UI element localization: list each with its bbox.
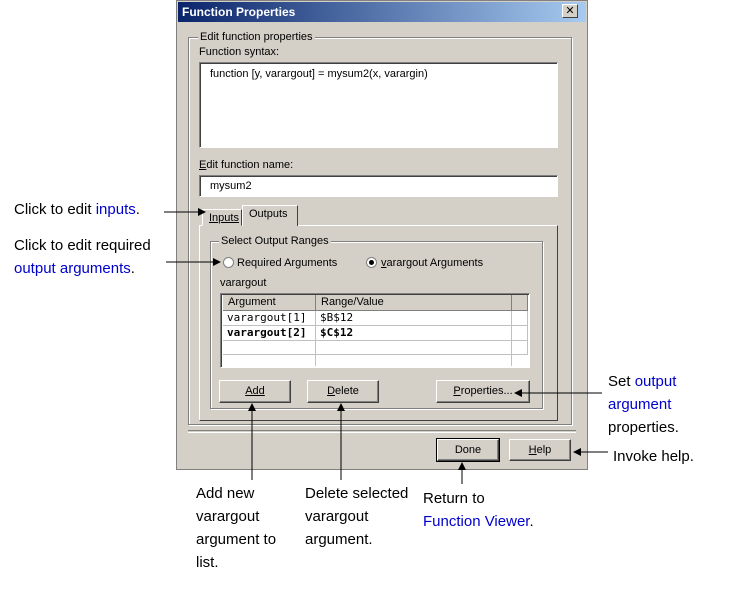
close-icon: ✕ xyxy=(565,4,575,17)
annotation-delete-line: varargout xyxy=(305,508,369,525)
function-name-value: mysum2 xyxy=(210,180,252,192)
annotation-delete-line: Delete selected xyxy=(305,485,409,502)
annotation-done-suffix: . xyxy=(529,513,534,530)
table-row-2-range[interactable]: $C$12 xyxy=(316,326,512,341)
tab-inputs-label: Inputs xyxy=(209,212,239,224)
annotation-help: Invoke help. xyxy=(613,448,694,465)
annotation-outputs-text: Click to edit required xyxy=(14,237,151,254)
annotation-properties-line2: properties. xyxy=(608,419,679,436)
table-row-1-range[interactable]: $B$12 xyxy=(316,311,512,326)
output-ranges-group-label: Select Output Ranges xyxy=(221,235,329,247)
varargout-arguments-label: varargout Arguments xyxy=(381,257,484,269)
column-header-range[interactable]: Range/Value xyxy=(316,295,512,311)
window-title: Function Properties xyxy=(182,5,296,19)
edit-properties-group-label: Edit function properties xyxy=(200,31,313,43)
function-syntax-value: function [y, varargout] = mysum2(x, varargin) xyxy=(210,68,428,80)
annotation-inputs-suffix: . xyxy=(135,201,140,218)
annotation-add-line: argument to xyxy=(196,531,277,548)
properties-button-label: Properties... xyxy=(453,385,513,397)
help-button-label: Help xyxy=(528,444,552,456)
table-row-1-argument[interactable]: varargout[1] xyxy=(223,311,316,326)
required-arguments-label: Required Arguments xyxy=(237,257,338,269)
annotation-properties-text: Set xyxy=(608,373,635,390)
done-button-label: Done xyxy=(454,444,482,456)
add-button-label: Add xyxy=(245,385,265,397)
table-row-2-argument[interactable]: varargout[2] xyxy=(223,326,316,341)
function-name-label: Edit function name: xyxy=(199,159,294,171)
column-header-argument[interactable]: Argument xyxy=(223,295,316,311)
function-syntax-label: Function syntax: xyxy=(199,46,280,58)
output-arguments-link[interactable]: output arguments xyxy=(14,260,131,277)
annotation-add-line: list. xyxy=(196,554,219,571)
annotation-done-text: Return to xyxy=(423,490,485,507)
annotation-inputs-text: Click to edit xyxy=(14,201,96,218)
annotation-delete-line: argument. xyxy=(305,531,373,548)
function-viewer-link[interactable]: Function Viewer xyxy=(423,513,530,530)
tab-outputs-label: Outputs xyxy=(249,208,288,220)
varargout-section-label: varargout xyxy=(220,277,267,289)
annotation-outputs-suffix: . xyxy=(130,260,135,277)
inputs-link[interactable]: inputs xyxy=(95,201,136,218)
annotation-add-line: varargout xyxy=(196,508,260,525)
annotation-add-line: Add new xyxy=(196,485,255,502)
output-argument-link[interactable]: output argument xyxy=(608,373,677,413)
delete-button-label: Delete xyxy=(327,385,359,397)
